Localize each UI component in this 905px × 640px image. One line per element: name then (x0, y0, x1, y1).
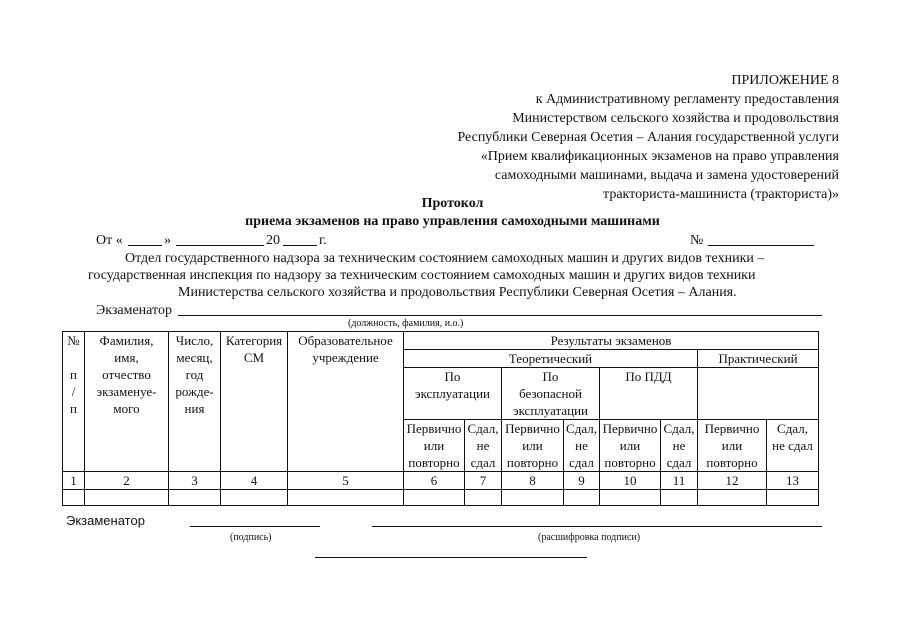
decode-line (372, 526, 822, 527)
header-safe-operation: По безопасной эксплуатации (502, 368, 600, 420)
protocol-title: Протокол (421, 196, 484, 211)
header-first-or-repeat: Первично или повторно (404, 420, 465, 472)
extra-line (315, 557, 587, 558)
footer-examiner-label: Экзаменатор (66, 513, 145, 528)
header-passed: Сдал, не сдал (465, 420, 502, 472)
header-passed-practical: Сдал, не сдал (767, 420, 819, 472)
date-month-blank (176, 245, 264, 246)
header-results: Результаты экзаменов (404, 332, 819, 350)
examiner-label: Экзаменатор (96, 303, 172, 318)
column-number: 8 (502, 472, 564, 490)
examiner-blank (178, 315, 822, 316)
protocol-subtitle: приема экзаменов на право управления самоходными машинами (245, 214, 660, 229)
header-operation: По эксплуатации (404, 368, 502, 420)
header-practical-empty (698, 368, 819, 420)
column-number: 9 (564, 472, 600, 490)
header-first-or-repeat: Первично или повторно (502, 420, 564, 472)
date-quote-close: » (164, 233, 171, 248)
appendix-line: Республики Северная Осетия – Алания государственной услуги (457, 130, 839, 145)
date-suffix: г. (319, 233, 327, 248)
signature-hint: (подпись) (230, 532, 272, 543)
header-passed: Сдал, не сдал (661, 420, 698, 472)
header-passed: Сдал, не сдал (564, 420, 600, 472)
header-pdd: По ПДД (600, 368, 698, 420)
column-number: 3 (169, 472, 221, 490)
date-day-blank (128, 245, 162, 246)
column-number: 10 (600, 472, 661, 490)
appendix-line: «Прием квалификационных экзаменов на право управления (480, 149, 839, 164)
column-number: 7 (465, 472, 502, 490)
exam-results-table (62, 331, 819, 506)
decode-hint: (расшифровка подписи) (538, 532, 641, 543)
appendix-title: ПРИЛОЖЕНИЕ 8 (731, 73, 839, 88)
department-line: Отдел государственного надзора за техническим состоянием самоходных машин и других видов техники – (125, 251, 765, 266)
column-number: 6 (404, 472, 465, 490)
appendix-line: тракториста-машиниста (тракториста)» (603, 187, 839, 202)
table-row (63, 490, 819, 506)
date-year-blank (283, 245, 317, 246)
number-label: № (690, 233, 704, 248)
header-institution: Образовательное учреждение (288, 332, 404, 472)
appendix-line: самоходными машинами, выдача и замена удостоверений (494, 168, 839, 183)
department-line: государственная инспекция по надзору за техническим состоянием самоходных машин и других видов техники (88, 268, 756, 283)
column-number: 2 (85, 472, 169, 490)
header-category: Категория СМ (221, 332, 288, 472)
column-number: 4 (221, 472, 288, 490)
column-number: 11 (661, 472, 698, 490)
header-theoretical: Теоретический (404, 350, 698, 368)
column-number: 5 (288, 472, 404, 490)
header-first-or-repeat: Первично или повторно (698, 420, 767, 472)
department-line: Министерства сельского хозяйства и продовольствия Республики Северная Осетия – Алания. (178, 285, 737, 300)
header-full-name: Фамилия, имя, отчество экзаменуе- мого (85, 332, 169, 472)
signature-line (190, 526, 320, 527)
date-prefix: От « (96, 233, 123, 248)
header-practical: Практический (698, 350, 819, 368)
date-year: 20 (266, 233, 280, 248)
appendix-line: Министерством сельского хозяйства и продовольствия (512, 111, 839, 126)
number-blank (708, 245, 814, 246)
column-number: 1 (63, 472, 85, 490)
appendix-line: к Административному регламенту предоставления (535, 92, 839, 107)
header-first-or-repeat: Первично или повторно (600, 420, 661, 472)
column-number: 13 (767, 472, 819, 490)
examiner-hint: (должность, фамилия, и.о.) (348, 318, 464, 329)
header-birth-date: Число, месяц, год рожде- ния (169, 332, 221, 472)
header-number: № п / п (63, 332, 85, 472)
column-number: 12 (698, 472, 767, 490)
